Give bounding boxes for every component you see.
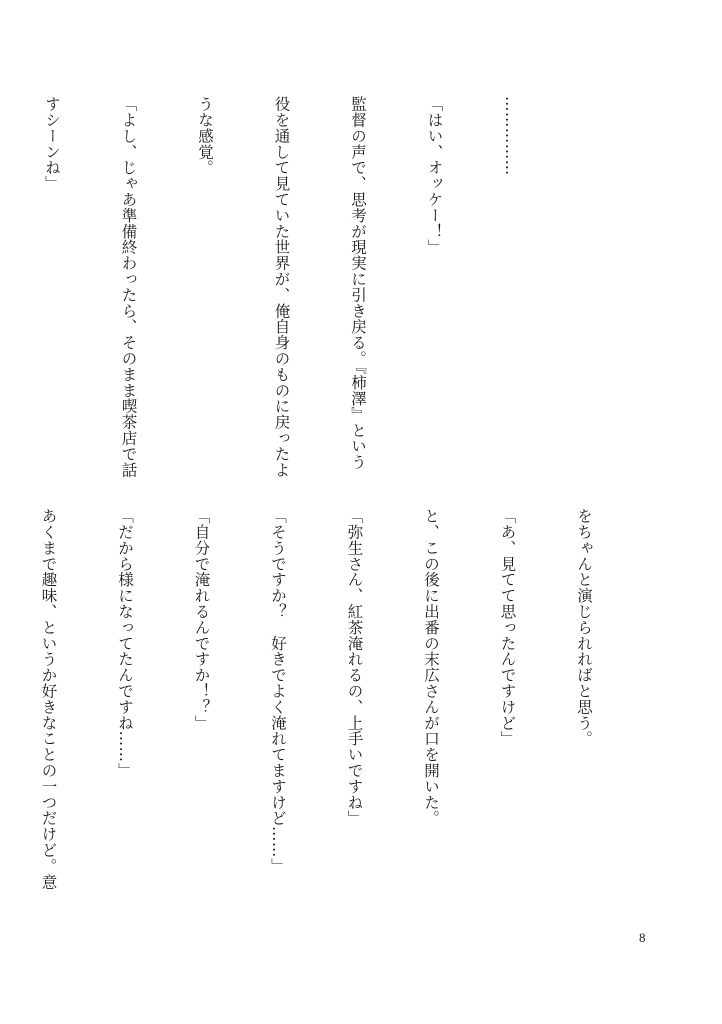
text-line: 「そうですか？ 好きでよく淹れてますけど……」 bbox=[269, 508, 287, 874]
text-line: 「あ、見てて思ったんですけど」 bbox=[498, 508, 517, 747]
text-line: うな感覚。 bbox=[196, 96, 214, 176]
text-line: 「弥生さん、紅茶淹れるの、上手いですね」 bbox=[345, 508, 364, 826]
text-line: …………… bbox=[502, 96, 520, 176]
text-line: をちゃんと演じられればと思う。 bbox=[575, 508, 593, 747]
text-line: 「だから様になってたんですね……」 bbox=[116, 508, 134, 779]
text-line: 「はい、オッケー！」 bbox=[425, 96, 444, 255]
upper-text-block bbox=[43, 96, 574, 504]
text-line: と、この後に出番の末広さんが口を開いた。 bbox=[422, 508, 440, 826]
text-line: 「自分で淹れるんですか！？」 bbox=[192, 508, 211, 731]
page-number: 8 bbox=[639, 930, 646, 945]
text-line: 「よし、じゃあ準備終わったら、そのまま喫茶店で話 bbox=[119, 96, 138, 478]
text-line: 役を通して見ていた世界が、俺自身のものに戻ったよ bbox=[272, 96, 291, 478]
text-line: あくまで趣味、というか好きなことの一つだけど。意 bbox=[39, 508, 58, 890]
lower-text-block bbox=[39, 508, 647, 908]
text-line: すシーンね」 bbox=[43, 96, 61, 192]
text-line: 監督の声で、思考が現実に引き戻る。『柿澤』という bbox=[349, 96, 367, 470]
